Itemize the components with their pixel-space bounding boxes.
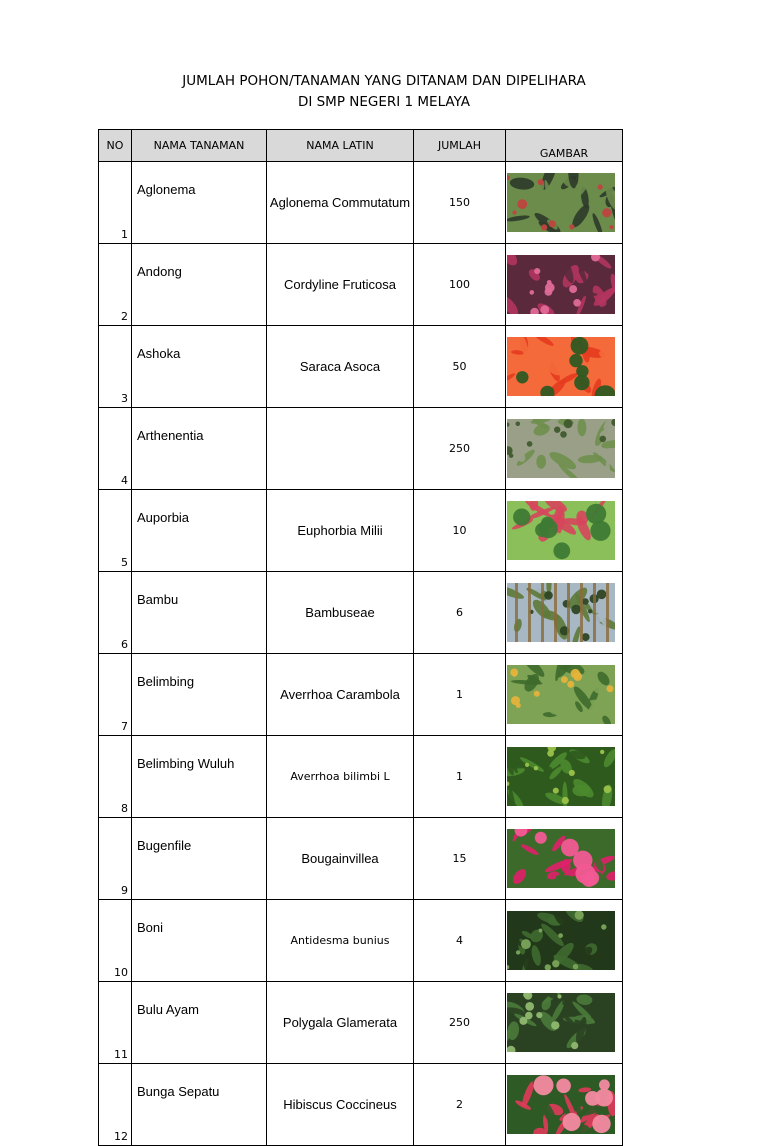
latin-name: Bougainvillea [267, 818, 414, 900]
header-nama-latin: NAMA LATIN [267, 130, 414, 162]
table-row [99, 408, 623, 490]
plant-photo-cell [506, 736, 623, 818]
plant-photo-cell [506, 654, 623, 736]
plant-name: Bulu Ayam [132, 982, 267, 1064]
latin-name: Antidesma bunius [267, 900, 414, 982]
row-number: 1 [99, 162, 132, 244]
table-row [99, 982, 623, 1064]
latin-name [267, 408, 414, 490]
latin-name: Aglonema Commutatum [267, 162, 414, 244]
plant-count: 1 [414, 654, 506, 736]
plant-photo-cell [506, 818, 623, 900]
table-header-row [99, 130, 623, 162]
latin-name: Polygala Glamerata [267, 982, 414, 1064]
plant-count: 50 [414, 326, 506, 408]
plant-photo-aglonema-leaves [507, 173, 615, 232]
table-row [99, 654, 623, 736]
plant-name: Arthenentia [132, 408, 267, 490]
plant-name: Belimbing [132, 654, 267, 736]
row-number: 10 [99, 900, 132, 982]
header-jumlah: JUMLAH [414, 130, 506, 162]
table-row [99, 326, 623, 408]
plant-photo-cell [506, 900, 623, 982]
plant-name: Ashoka [132, 326, 267, 408]
plant-photo-hibiscus [507, 1075, 615, 1134]
plant-count: 15 [414, 818, 506, 900]
plant-name: Bunga Sepatu [132, 1064, 267, 1146]
row-number: 2 [99, 244, 132, 326]
plant-photo-potted-plants [507, 419, 615, 478]
plant-photo-cordyline-leaves [507, 255, 615, 314]
plant-photo-cell [506, 982, 623, 1064]
row-number: 3 [99, 326, 132, 408]
plant-photo-ashoka-flowers [507, 337, 615, 396]
header-gambar: GAMBAR [506, 130, 623, 162]
plant-name: Aglonema [132, 162, 267, 244]
plant-photo-starfruit-tree [507, 665, 615, 724]
plant-name: Auporbia [132, 490, 267, 572]
plant-table [98, 129, 623, 1146]
plant-count: 100 [414, 244, 506, 326]
plant-count: 150 [414, 162, 506, 244]
table-row [99, 490, 623, 572]
plant-count: 6 [414, 572, 506, 654]
table-row [99, 162, 623, 244]
plant-count: 10 [414, 490, 506, 572]
latin-name: Bambuseae [267, 572, 414, 654]
row-number: 5 [99, 490, 132, 572]
row-number: 4 [99, 408, 132, 490]
plant-photo-bilimbi-tree [507, 747, 615, 806]
plant-photo-bamboo [507, 583, 615, 642]
table-row [99, 572, 623, 654]
plant-count: 1 [414, 736, 506, 818]
latin-name: Euphorbia Milii [267, 490, 414, 572]
plant-count: 250 [414, 982, 506, 1064]
latin-name: Averrhoa Carambola [267, 654, 414, 736]
plant-photo-bougainvillea [507, 829, 615, 888]
plant-photo-cell [506, 162, 623, 244]
table-row [99, 900, 623, 982]
latin-name: Hibiscus Coccineus [267, 1064, 414, 1146]
table-row [99, 1064, 623, 1146]
plant-photo-grass-plant [507, 993, 615, 1052]
header-nama-tanaman: NAMA TANAMAN [132, 130, 267, 162]
row-number: 12 [99, 1064, 132, 1146]
table-row [99, 818, 623, 900]
title-line-2: DI SMP NEGERI 1 MELAYA [297, 94, 471, 110]
row-number: 9 [99, 818, 132, 900]
row-number: 8 [99, 736, 132, 818]
plant-name: Bambu [132, 572, 267, 654]
plant-photo-euphorbia-flowers [507, 501, 615, 560]
plant-count: 2 [414, 1064, 506, 1146]
table-body [99, 162, 623, 1146]
table-row [99, 244, 623, 326]
document-title [0, 71, 768, 113]
latin-name: Saraca Asoca [267, 326, 414, 408]
title-line-1: JUMLAH POHON/TANAMAN YANG DITANAM DAN DIPELIHARA [182, 73, 586, 89]
row-number: 6 [99, 572, 132, 654]
row-number: 7 [99, 654, 132, 736]
plant-photo-cell [506, 572, 623, 654]
plant-name: Belimbing Wuluh [132, 736, 267, 818]
latin-name: Cordyline Fruticosa [267, 244, 414, 326]
row-number: 11 [99, 982, 132, 1064]
latin-name: Averrhoa bilimbi L [267, 736, 414, 818]
plant-photo-cell [506, 408, 623, 490]
plant-photo-boni-leaves [507, 911, 615, 970]
header-no: NO [99, 130, 132, 162]
plant-name: Bugenfile [132, 818, 267, 900]
plant-photo-cell [506, 1064, 623, 1146]
table-row [99, 736, 623, 818]
plant-photo-cell [506, 490, 623, 572]
plant-count: 250 [414, 408, 506, 490]
plant-name: Boni [132, 900, 267, 982]
plant-name: Andong [132, 244, 267, 326]
plant-count: 4 [414, 900, 506, 982]
plant-photo-cell [506, 326, 623, 408]
plant-photo-cell [506, 244, 623, 326]
